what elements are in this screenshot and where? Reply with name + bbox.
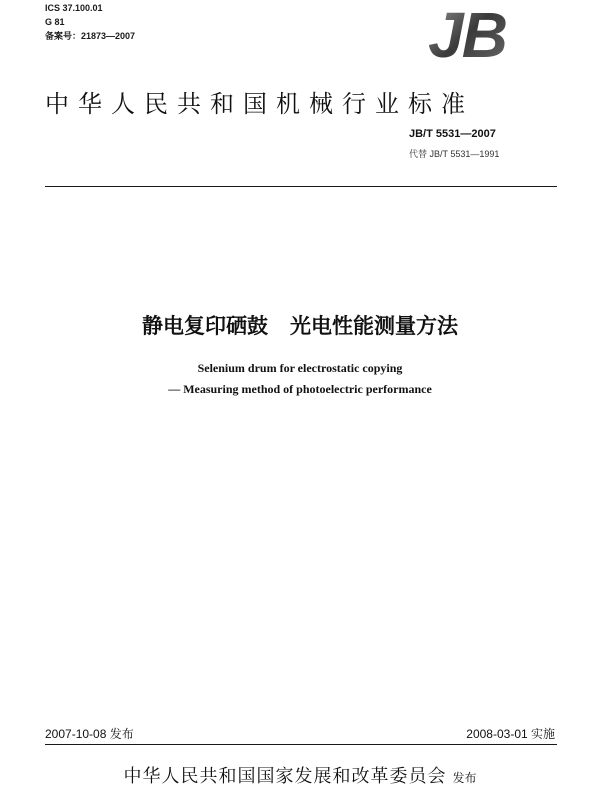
document-title-cn [0,310,600,340]
effective-date: 2008-03-01 实施 [466,727,555,741]
standard-category: 中华人民共和国机械行业标准 [45,90,474,118]
jb-logo [412,5,522,63]
document-title-en-line1: Selenium drum for electrostatic copying [197,361,403,375]
document-title-en-line2: — Measuring method of photoelectric performance [168,382,432,396]
issuing-authority [0,762,600,788]
issuer-action: 发布 [452,771,477,785]
header-divider [45,186,557,187]
standard-number: JB/T 5531—2007 [409,128,496,140]
classification-code: G 81 [45,17,65,27]
issuer-organization: 中华人民共和国国家发展和改革委员会 [123,766,447,787]
filing-number: 备案号：21873—2007 [45,31,136,41]
footer-divider [45,744,557,745]
issue-date: 2007-10-08 发布 [45,727,134,741]
title-cn-part1: 静电复印硒鼓 [142,314,268,338]
title-cn-part2: 光电性能测量方法 [290,314,458,338]
replaces-standard: 代替 JB/T 5531—1991 [409,149,500,159]
jb-logo-text: JB [428,5,506,63]
ics-code: ICS 37.100.01 [45,3,103,13]
